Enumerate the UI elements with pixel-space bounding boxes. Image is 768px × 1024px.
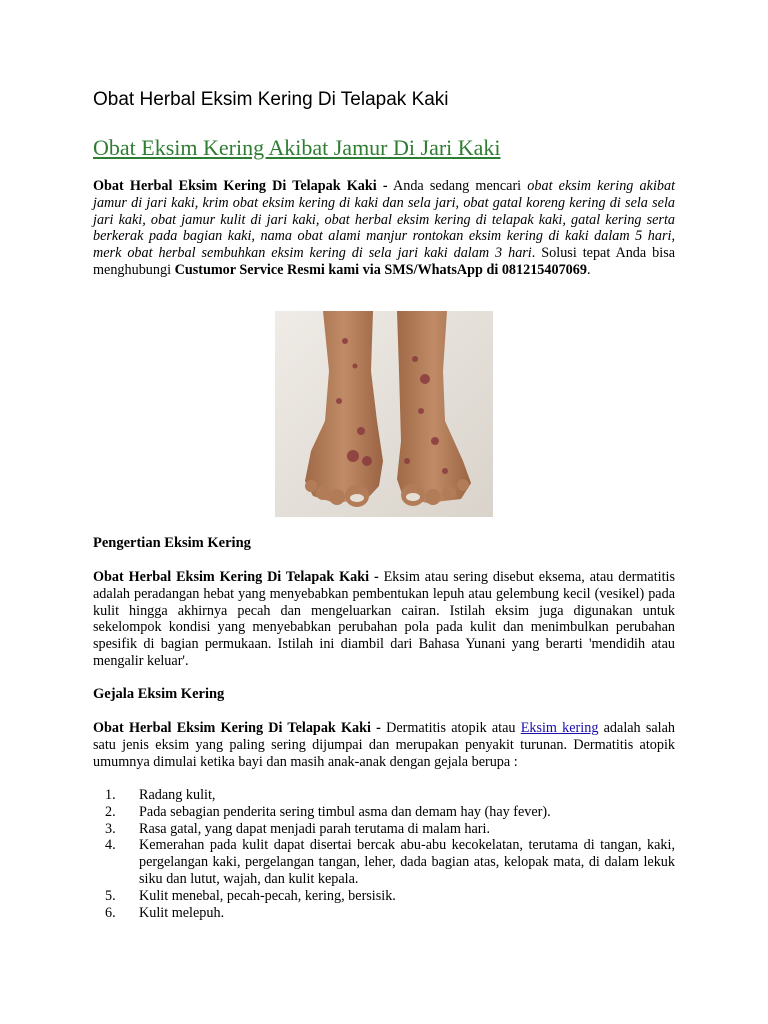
list-text: Kulit melepuh. [139, 904, 225, 921]
list-number: 4. [105, 837, 116, 854]
list-text: Pada sebagian penderita sering timbul asma dan demam hay (hay fever). [139, 803, 551, 820]
list-number: 3. [105, 820, 116, 837]
contact-info: Custumor Service Resmi kami via SMS/WhatsApp di 081215407069 [174, 261, 587, 278]
intro-lead: Obat Herbal Eksim Kering Di Telapak Kaki - [93, 178, 388, 194]
intro-keywords: obat eksim kering akibat jamur di jari kaki, krim obat eksim kering di kaki dan sela jari, obat gatal koreng kering di sela sela jari kaki, obat jamur kulit di jari kaki, obat herbal eksim kering di telapak kaki, gatal kering serta berkerak pada bagian kaki, nama obat alami manjur rontokan eksim kering di kaki dalam 5 hari, merk obat herbal sembuhkan eksim kering di sela jari kaki dalam 3 hari [93, 178, 676, 262]
intro-text-2: . Solusi tepat Anda bisa menghubungi [93, 245, 676, 278]
symptoms-text-2: adalah salah satu jenis eksim yang paling sering dijumpai dan merupakan penyakit turunan. Dermatitis atopik umumnya dimulai ketika bayi dan masih anak-anak dengan gejala berupa : [93, 720, 675, 770]
list-text: Kulit menebal, pecah-pecah, kering, bersisik. [139, 887, 396, 904]
definition-lead: Obat Herbal Eksim Kering Di Telapak Kaki - [93, 569, 379, 585]
symptoms-list [93, 787, 675, 921]
list-text: Rasa gatal, yang dapat menjadi parah terutama di malam hari. [139, 820, 491, 837]
list-text: Kemerahan pada kulit dapat disertai bercak abu-abu kecokelatan, terutama di tangan, kaki, pergelangan kaki, pergelangan tangan, leher, dada bagian atas, kelopak mata, di dalam lekuk siku dan lutut, wajah, dan kulit kepala. [139, 837, 675, 887]
document-title: Obat Herbal Eksim Kering Di Telapak Kaki [93, 89, 449, 110]
eksim-kering-link[interactable]: Eksim kering [520, 720, 599, 736]
feet-eczema-photo [275, 311, 493, 517]
definition-text: Eksim atau sering disebut eksema, atau dermatitis adalah peradangan hebat yang menyebabkan pembentukan lepuh atau gelembung kecil (vesikel) pada kulit hingga akhirnya pecah dan mengeluarkan cairan. Istilah eksim juga digunakan untuk sekelompok kondisi yang menyebabkan perubahan pola pada kulit dan menimbulkan perubahan spesifik di bagian permukaan. Istilah ini diambil dari Bahasa Yunani yang berarti 'mendidih atau mengalir keluar'. [93, 569, 675, 669]
list-item [93, 787, 675, 804]
symptoms-text: Dermatitis atopik atau [380, 720, 521, 736]
list-number: 5. [105, 887, 116, 904]
symptoms-intro-paragraph [93, 720, 675, 770]
list-number: 2. [105, 803, 116, 820]
intro-end: . [586, 261, 591, 278]
list-number: 6. [105, 904, 116, 921]
definition-paragraph [93, 569, 675, 670]
section-heading-symptoms: Gejala Eksim Kering [93, 686, 225, 702]
list-item [93, 804, 675, 821]
list-item [93, 821, 675, 838]
section-heading-definition: Pengertian Eksim Kering [93, 535, 251, 551]
list-item [93, 888, 675, 905]
list-item [93, 905, 675, 922]
list-item [93, 837, 675, 887]
list-number: 1. [105, 787, 116, 803]
intro-text: Anda sedang mencari [387, 178, 528, 194]
symptoms-lead: Obat Herbal Eksim Kering Di Telapak Kaki - [93, 720, 381, 736]
intro-paragraph [93, 178, 675, 279]
list-text: Radang kulit, [139, 787, 216, 803]
article-headline[interactable]: Obat Eksim Kering Akibat Jamur Di Jari Kaki [93, 135, 501, 160]
